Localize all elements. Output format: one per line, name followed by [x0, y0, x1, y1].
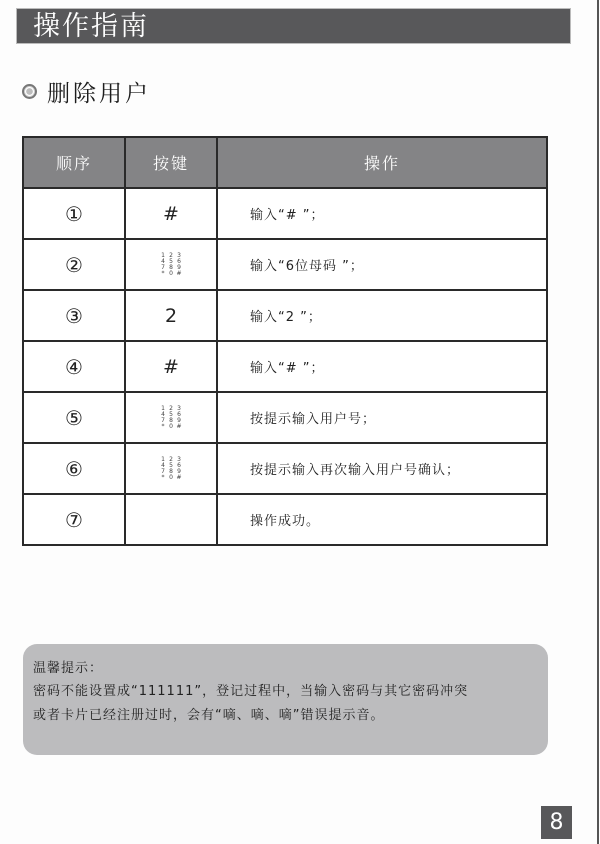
keypad-digit: 5 — [169, 257, 173, 265]
table-row — [23, 341, 547, 392]
keypad-digit: * — [161, 473, 165, 481]
action-text: 输入“2 ”； — [217, 290, 547, 341]
step-number: ④ — [23, 341, 125, 392]
keypad-digit: 1 — [161, 404, 165, 412]
keypad-digit: 1 — [161, 251, 165, 259]
keypad-icon — [159, 457, 183, 481]
keypad-digit: 0 — [169, 473, 173, 481]
step-number: ③ — [23, 290, 125, 341]
keypad-digit: * — [161, 269, 165, 277]
step-number: ① — [23, 188, 125, 239]
keypad-icon — [159, 406, 183, 430]
keypad-digit: 6 — [177, 410, 181, 418]
table-header-row — [23, 137, 547, 188]
double-circle-bullet-icon — [22, 84, 37, 99]
keypad-digit: 4 — [161, 461, 165, 469]
keypad-digit: 4 — [161, 257, 165, 265]
section-heading — [22, 76, 151, 106]
keypad-digit: 7 — [161, 263, 165, 271]
chapter-title-bar — [16, 8, 571, 44]
keypad-digit: 2 — [169, 404, 173, 412]
keypad-digit: 8 — [169, 467, 173, 475]
table-row — [23, 239, 547, 290]
step-number: ⑤ — [23, 392, 125, 443]
keypad-digit: 0 — [169, 422, 173, 430]
table-row — [23, 392, 547, 443]
keypad-icon-cell — [125, 239, 217, 290]
tip-line: 密码不能设置成“111111”，登记过程中，当输入密码与其它密码冲突 — [33, 684, 469, 699]
key-label: # — [125, 188, 217, 239]
keypad-digit: 0 — [169, 269, 173, 277]
table-row — [23, 443, 547, 494]
action-text: 按提示输入用户号； — [217, 392, 547, 443]
header-action: 操作 — [217, 137, 547, 188]
keypad-digit: # — [176, 269, 182, 277]
action-text: 操作成功。 — [217, 494, 547, 545]
keypad-digit: 7 — [161, 416, 165, 424]
step-number: ⑦ — [23, 494, 125, 545]
table-row — [23, 188, 547, 239]
keypad-digit: 8 — [169, 263, 173, 271]
keypad-digit: 5 — [169, 461, 173, 469]
page-edge-rule — [597, 0, 599, 844]
header-step: 顺序 — [23, 137, 125, 188]
action-text: 输入“# ”； — [217, 188, 547, 239]
tip-title: 温馨提示： — [33, 661, 104, 676]
header-key: 按键 — [125, 137, 217, 188]
tip-box — [23, 644, 548, 755]
action-text: 输入“6位母码 ”； — [217, 239, 547, 290]
tip-line: 或者卡片已经注册过时，会有“嘀、嘀、嘀”错误提示音。 — [33, 708, 385, 723]
keypad-digit: 9 — [177, 467, 181, 475]
table-row — [23, 494, 547, 545]
page-number: 8 — [541, 806, 572, 839]
step-number: ② — [23, 239, 125, 290]
keypad-digit: 4 — [161, 410, 165, 418]
key-label: 2 — [125, 290, 217, 341]
keypad-icon-cell — [125, 392, 217, 443]
keypad-digit: 9 — [177, 263, 181, 271]
key-label: # — [125, 341, 217, 392]
keypad-digit: 8 — [169, 416, 173, 424]
key-label — [125, 494, 217, 545]
keypad-digit: 6 — [177, 461, 181, 469]
keypad-digit: 6 — [177, 257, 181, 265]
keypad-digit: 5 — [169, 410, 173, 418]
keypad-digit: 3 — [177, 404, 181, 412]
keypad-digit: 9 — [177, 416, 181, 424]
keypad-digit: 2 — [169, 455, 173, 463]
keypad-digit: 2 — [169, 251, 173, 259]
keypad-digit: 3 — [177, 455, 181, 463]
keypad-digit: * — [161, 422, 165, 430]
action-text: 输入“# ”； — [217, 341, 547, 392]
keypad-digit: # — [176, 473, 182, 481]
steps-table — [22, 136, 548, 546]
step-number: ⑥ — [23, 443, 125, 494]
keypad-digit: 7 — [161, 467, 165, 475]
table-row — [23, 290, 547, 341]
chapter-title: 操作指南 — [33, 11, 149, 42]
keypad-icon-cell — [125, 443, 217, 494]
section-title: 删除用户 — [47, 80, 151, 107]
keypad-digit: 1 — [161, 455, 165, 463]
keypad-digit: 3 — [177, 251, 181, 259]
keypad-digit: # — [176, 422, 182, 430]
action-text: 按提示输入再次输入用户号确认； — [217, 443, 547, 494]
keypad-icon — [159, 253, 183, 277]
